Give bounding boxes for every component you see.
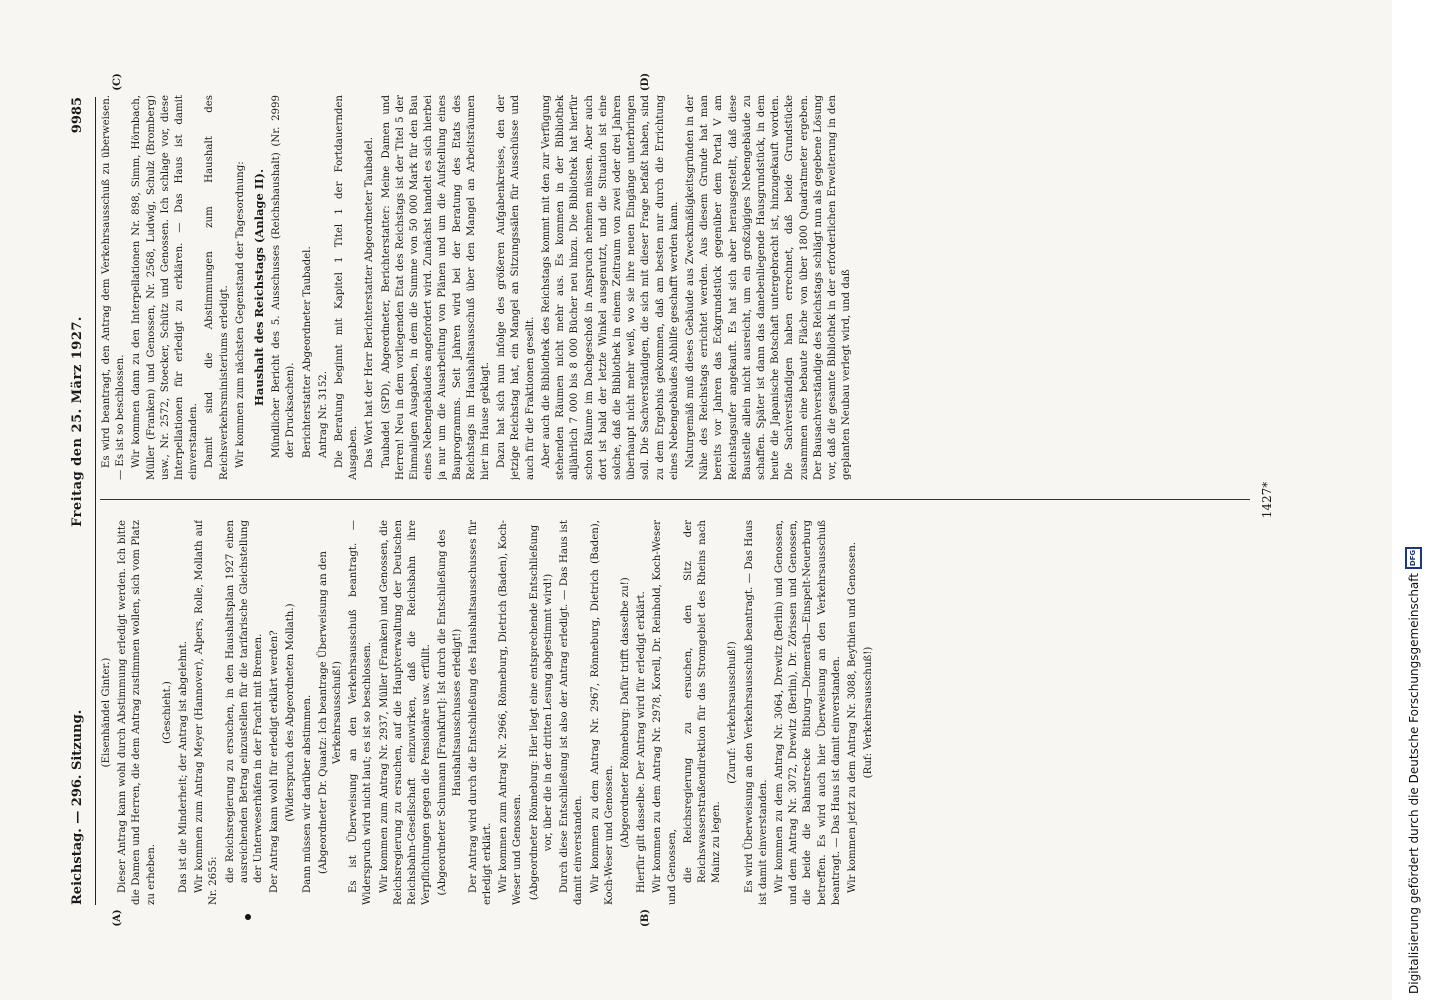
paragraph: Taubadel (SPD), Abgeordneter, Berichterstatter: Meine Damen und Herren! Neu in dem vorliegenden Etat des Reichstags ist der Titel 5 der Einmaligen Ausgaben, in dem die Summe von 50 000 Mark für den Bau eines Nebengebäudes angefordert wird. Zunächst handelt es sich hierbei ja nur um die Ausarbeitung von Plänen und um die Aufstellung eines Bauprogramms. Seit Jahren wird bei der Beratung des Etats des Reichstags im Haushaltsausschuß über den Mangel an Arbeitsräumen hier im Hause geklagt.: [380, 95, 492, 480]
funding-text: Digitalisierung gefördert durch die Deutsche Forschungsgemeinschaft: [1406, 572, 1421, 994]
header-date: Freitag den 25. März 1927.: [70, 316, 85, 527]
marginal-c: (C): [112, 73, 123, 91]
funding-note: [1405, 34, 1422, 994]
marginal-a: (A): [112, 909, 123, 927]
right-text-column: [100, 95, 1250, 480]
margin-bullet: [245, 914, 251, 920]
paragraph: die Reichsregierung zu ersuchen, den Sitz der Reichswasserstraßendirektion für das Stromgebiet des Rheins nach Mainz zu legen.: [682, 520, 723, 883]
page-header: [70, 97, 92, 905]
paragraph: Wir kommen zum Antrag Meyer (Hannover), Alpers, Rolle, Mollath auf Nr. 2655:: [194, 520, 220, 905]
paragraph: Naturgemäß muß dieses Gebäude aus Zweckmäßigkeitsgründen in der Nähe des Reichstags errichtet werden. Aus diesem Grunde hat man bereits vor Jahren das Eckgrundstück gegenüber dem Portal V am Reichstagsufer angekauft. Es hat sich aber herausgestellt, daß diese Baustelle allein nicht ausreicht, um ein großzügiges Nebengebäude zu schaffen. Später ist dann das danebenliegende Hausgrundstück, in dem heute die Japanische Botschaft untergebracht ist, hinzugekauft worden. Die Sachverständigen haben errechnet, daß beide Grundstücke zusammen eine bebaute Fläche von über 1800 Quadratmeter ergeben. Der Bausachverständige des Reichstags schlägt nun als gegebene Lösung vor, daß die gesamte Bibliothek in der erforderlichen Erweiterung in den geplanten Neubau verlegt wird, und daß: [684, 95, 853, 480]
paragraph: (Widerspruch des Abgeordneten Mollath.): [285, 603, 297, 822]
paragraph: Wir kommen jetzt zu dem Antrag Nr. 3088, Beythien und Genossen.: [846, 541, 858, 893]
marginal-b: (B): [640, 909, 651, 927]
page-signature: 1427*: [1260, 481, 1274, 519]
paragraph: (Abgeordneter Rönneburg: Hier liegt eine entsprechende Entschließung vor, über die in der dritten Lesung abgestimmt wird!): [528, 524, 554, 901]
paragraph: Der Antrag wird durch die Entschließung des Haushaltsausschusses für erledigt erklärt.: [467, 520, 494, 905]
paragraph: Dieser Antrag kann wohl durch Abstimmung erledigt werden. Ich bitte die Damen und Herren, die dem Antrag zustimmen wollen, sich vom Platz zu erheben.: [117, 520, 157, 905]
paragraph: Aber auch die Bibliothek des Reichstags kommt mit den zur Verfügung stehenden Räumen nicht mehr aus. Es kommen in der Bibliothek alljährlich 7 000 bis 8 000 Bücher neu hinzu. Die Bibliothek hat hierfür schon Räume im Dachgeschoß in Anspruch nehmen müssen. Aber auch dort ist bald der letzte Winkel ausgenutzt, und die Situation ist eine solche, daß die Bibliothek in einem Zeitraum von zwei oder drei Jahren überhaupt nicht mehr weiß, wo sie ihre neuen Eingänge unterbringen soll. Die Sachverständigen, die sich mit dieser Frage befaßt haben, sind zu dem Ergebnis gekommen, daß am besten nur durch die Errichtung eines Nebengebäudes Abhilfe geschafft werden kann.: [540, 95, 680, 480]
paragraph: Es wird Überweisung an den Verkehrsausschuß beantragt. — Das Haus ist damit einverstanden.: [743, 520, 769, 905]
marginal-d: (D): [640, 72, 651, 92]
paragraph: Das Wort hat der Herr Berichterstatter Abgeordneter Taubadel.: [364, 136, 376, 468]
paragraph: Wir kommen zum Antrag Nr. 2937, Müller (Franken) und Genossen, die Reichsregierung zu ersuchen, auf die Hauptverwaltung der Deutschen Reichsbahn-Gesellschaft einzuwirken, daß die Reichsbahn ihre Verpflichtungen gegen die Pensionäre usw. erfüllt.: [378, 520, 433, 905]
paragraph: (Abgeordneter Dr. Quaatz: Ich beantrage Überweisung an den Verkehrsausschuß!): [317, 551, 344, 874]
paragraph: Dann müssen wir darüber abstimmen.: [301, 694, 313, 893]
paragraph: Der Antrag kann wohl für erledigt erklärt werden?: [269, 630, 281, 893]
paragraph: Es ist Überweisung an den Verkehrsausschuß beantragt. — Widerspruch wird nicht laut; es ist so beschlossen.: [348, 520, 374, 905]
paragraph: die Reichsregierung zu ersuchen, in den Haushaltsplan 1927 einen ausreichenden Betrag einzustellen für die tarifarische Gleichstellung der Unterweserhäfen in der Fracht mit Bremen.: [224, 520, 265, 883]
paragraph: Wir kommen zu dem Antrag Nr. 2978, Korell, Dr. Reinhold, Koch-Weser und Genossen,: [652, 520, 678, 905]
column-divider: [100, 499, 1250, 500]
paragraph: Antrag Nr. 3152.: [317, 370, 329, 458]
paragraph: Das ist die Minderheit; der Antrag ist abgelehnt.: [178, 641, 190, 893]
header-left: Reichstag. — 296. Sitzung.: [70, 709, 85, 905]
page-number: 9985: [70, 97, 85, 134]
paragraph: Damit sind die Abstimmungen zum Haushalt des Reichsverkehrsministeriums erledigt.: [204, 95, 230, 480]
paragraph: Berichterstatter Abgeordneter Taubadel.: [301, 246, 313, 458]
paragraph: Durch diese Entschließung ist also der Antrag erledigt. — Das Haus ist damit einverstanden.: [559, 520, 585, 905]
paragraph: (Abgeordneter Schumann [Frankfurt]: Ist durch die Entschließung des Haushaltsausschusses erledigt!): [437, 529, 463, 896]
paragraph: Wir kommen zum nächsten Gegenstand der Tagesordnung:: [234, 161, 246, 468]
paragraph: (Zuruf: Verkehrsausschuß!): [727, 641, 739, 784]
paragraph: (Geschieht.): [161, 681, 173, 744]
header-rule: [95, 97, 96, 905]
paragraph: Dazu hat sich nun infolge des größeren Aufgabenkreises, den der jetzige Reichstag hat, ein Mangel an Sitzungssälen für Ausschüsse und auch für die Fraktionen gesellt.: [496, 95, 536, 480]
paragraph: (Eisenhändel Ginter.): [101, 657, 112, 768]
section-heading: Haushalt des Reichstags (Anlage II).: [252, 169, 267, 406]
paragraph: Es wird beantragt, den Antrag dem Verkehrsausschuß zu überweisen. — Es ist so beschlossen.: [101, 95, 127, 480]
paragraph: Mündlicher Bericht des 5. Ausschusses (Reichshaushalt) (Nr. 2999 der Drucksachen).: [271, 95, 297, 458]
paragraph: Wir kommen zu dem Antrag Nr. 3064, Drewitz (Berlin) und Genossen, und dem Antrag Nr. 3072, Drewitz (Berlin), Dr. Zörissen und Genossen, die beide die Bahnstrecke Bitburg—Diemerath—Einspelt-Neuerburg betreffen. Es wird auch hier Überweisung an den Verkehrsausschuß beantragt. — Das Haus ist damit einverstanden.: [773, 520, 842, 905]
paragraph: Wir kommen dann zu den Interpellationen Nr. 898, Simm, Hörnbach, Müller (Franken) und Genossen, Nr. 2568, Ludwig, Schulz (Bromberg) usw., Nr. 2572, Stoecker, Schütz und Genossen. Ich schlage vor, diese Interpellationen für erledigt zu erklären. — Das Haus ist damit einverstanden.: [131, 95, 200, 480]
dfg-logo-icon: DFG: [1405, 547, 1422, 569]
paragraph: Wir kommen zum Antrag Nr. 2966, Rönneburg, Dietrich (Baden), Koch-Weser und Genossen.: [498, 520, 524, 905]
paragraph: Die Beratung beginnt mit Kapitel 1 Titel 1 der Fortdauernden Ausgaben.: [334, 95, 360, 480]
paragraph: Hierfür gilt dasselbe. Der Antrag wird für erledigt erklärt.: [636, 591, 648, 893]
left-text-column: [100, 520, 1250, 905]
paragraph: (Abgeordneter Rönneburg: Dafür trifft dasselbe zu!): [619, 577, 631, 848]
paragraph: Wir kommen zu dem Antrag Nr. 2967, Rönneburg, Dietrich (Baden), Koch-Weser und Genossen.: [589, 520, 615, 905]
paragraph: (Ruf: Verkehrsausschuß!): [863, 646, 875, 779]
